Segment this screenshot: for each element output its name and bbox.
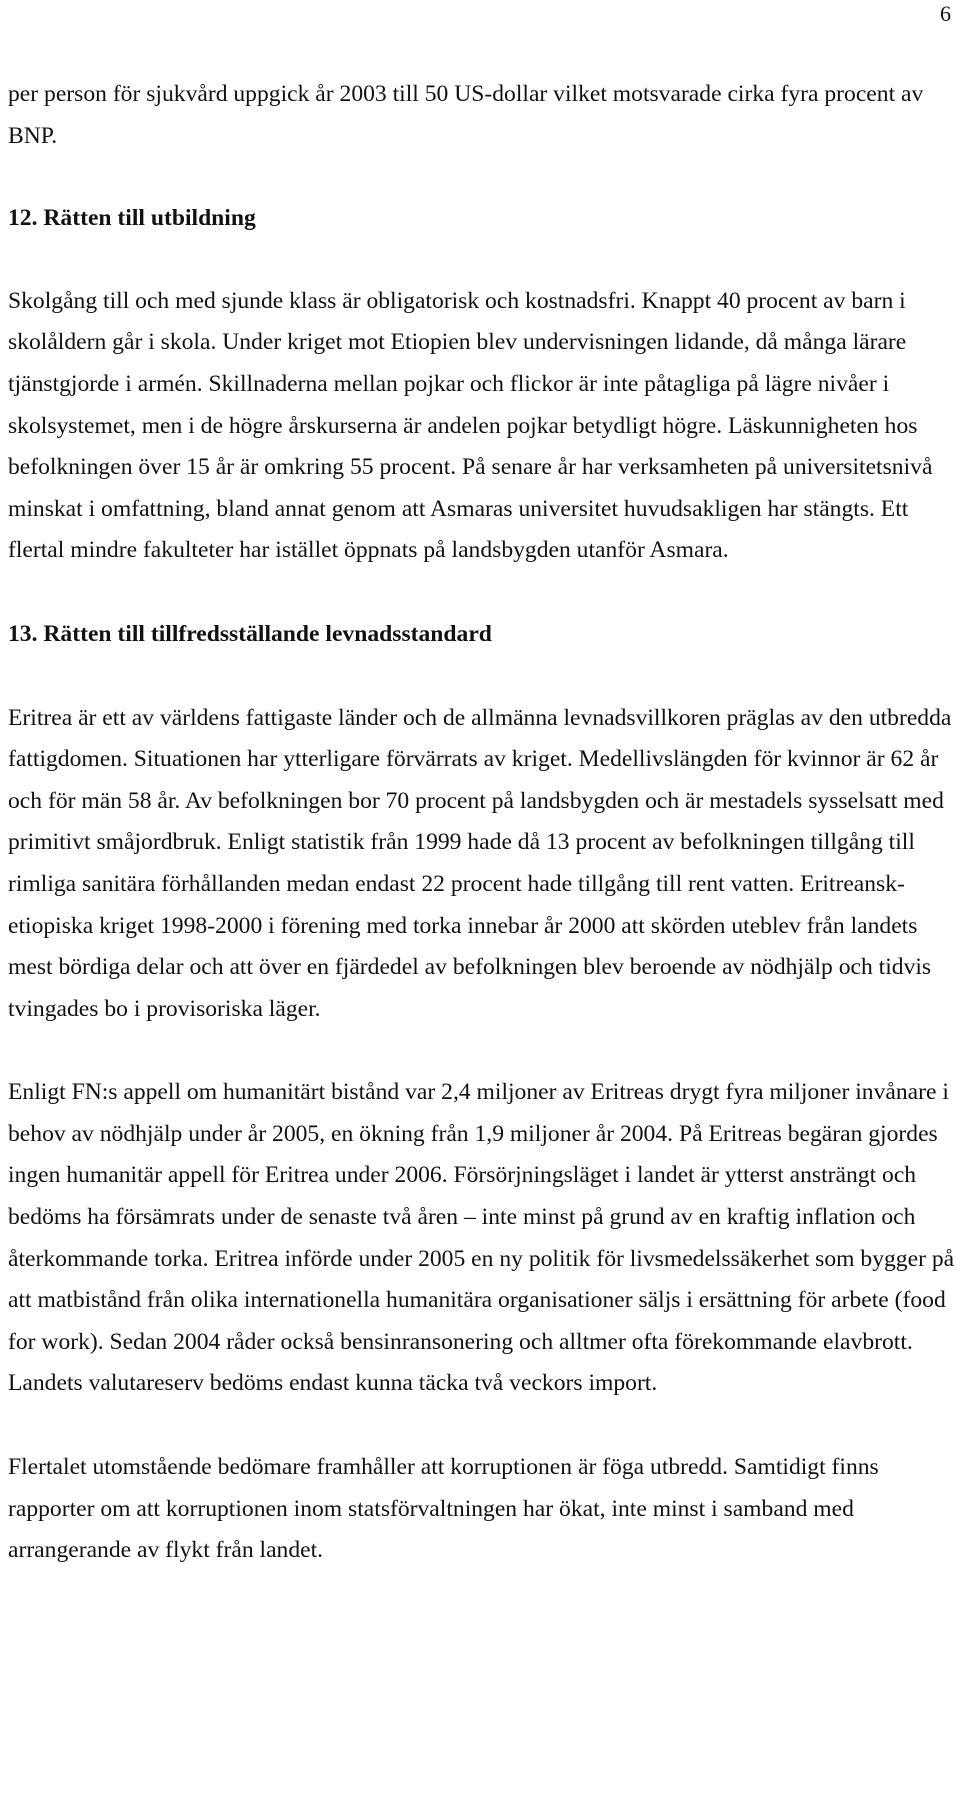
heading-right-to-education: 12. Rätten till utbildning: [8, 205, 256, 232]
paragraph-education: Skolgång till och med sjunde klass är obligatorisk och kostnadsfri. Knappt 40 procent av barn i skolåldern går i skola. Under kriget mot Etiopien blev undervisningen lidande, då många lärare tjänstgjorde i armén. Skillnaderna mellan pojkar och flickor är inte påtagliga på lägre nivåer i skolsystemet, men i de högre årskurserna är andelen pojkar betydligt högre. Läskunnigheten hos befolkningen över 15 år är omkring 55 procent. På senare år har verksamheten på universitetsnivå minskat i omfattning, bland annat genom att Asmaras universitet huvudsakligen har stängts. Ett flertal mindre fakulteter har istället öppnats på landsbygden utanför Asmara.: [8, 287, 933, 564]
paragraph-living-conditions: Eritrea är ett av världens fattigaste länder och de allmänna levnadsvillkoren präglas av den utbredda fattigdomen. Situationen har ytterligare förvärrats av kriget. Medellivslängden för kvinnor är 62 år och för män 58 år. Av befolkningen bor 70 procent på landsbygden och är mestadels sysselsatt med primitivt småjordbruk. Enligt statistik från 1999 hade då 13 procent av befolkningen tillgång till rimliga sanitära förhållanden medan endast 22 procent hade tillgång till rent vatten. Eritreansk-etiopiska kriget 1998-2000 i förening med torka innebar år 2000 att skörden uteblev från landets mest bördiga delar och att över en fjärdedel av befolkningen blev beroende av nödhjälp och tidvis tvingades bo i provisoriska läger.: [8, 704, 952, 1022]
document-body: [8, 74, 956, 1572]
page-number: 6: [940, 1, 951, 26]
paragraph-corruption: Flertalet utomstående bedömare framhåller att korruptionen är föga utbredd. Samtidigt finns rapporter om att korruptionen inom statsförvaltningen har ökat, inte minst i samband med arrangerande av flykt från landet.: [8, 1454, 879, 1564]
paragraph-humanitarian-appeal: Enligt FN:s appell om humanitärt bistånd var 2,4 miljoner av Eritreas drygt fyra miljoner invånare i behov av nödhjälp under år 2005, en ökning från 1,9 miljoner år 2004. På Eritreas begäran gjordes ingen humanitär appell för Eritrea under 2006. Försörjningsläget i landet är ytterst ansträngt och bedöms ha försämrats under de senaste två åren – inte minst på grund av en kraftig inflation och återkommande torka. Eritrea införde under 2005 en ny politik för livsmedelssäkerhet som bygger på att matbistånd från olika internationella humanitära organisationer säljs i ersättning för arbete (food for work). Sedan 2004 råder också bensinransonering och alltmer ofta förekommande elavbrott. Landets valutareserv bedöms endast kunna täcka två veckors import.: [8, 1079, 955, 1397]
heading-right-to-living-standard: 13. Rätten till tillfredsställande levnadsstandard: [8, 620, 492, 647]
paragraph-health-spending: per person för sjukvård uppgick år 2003 till 50 US-dollar vilket motsvarade cirka fyra procent av BNP.: [8, 81, 924, 149]
